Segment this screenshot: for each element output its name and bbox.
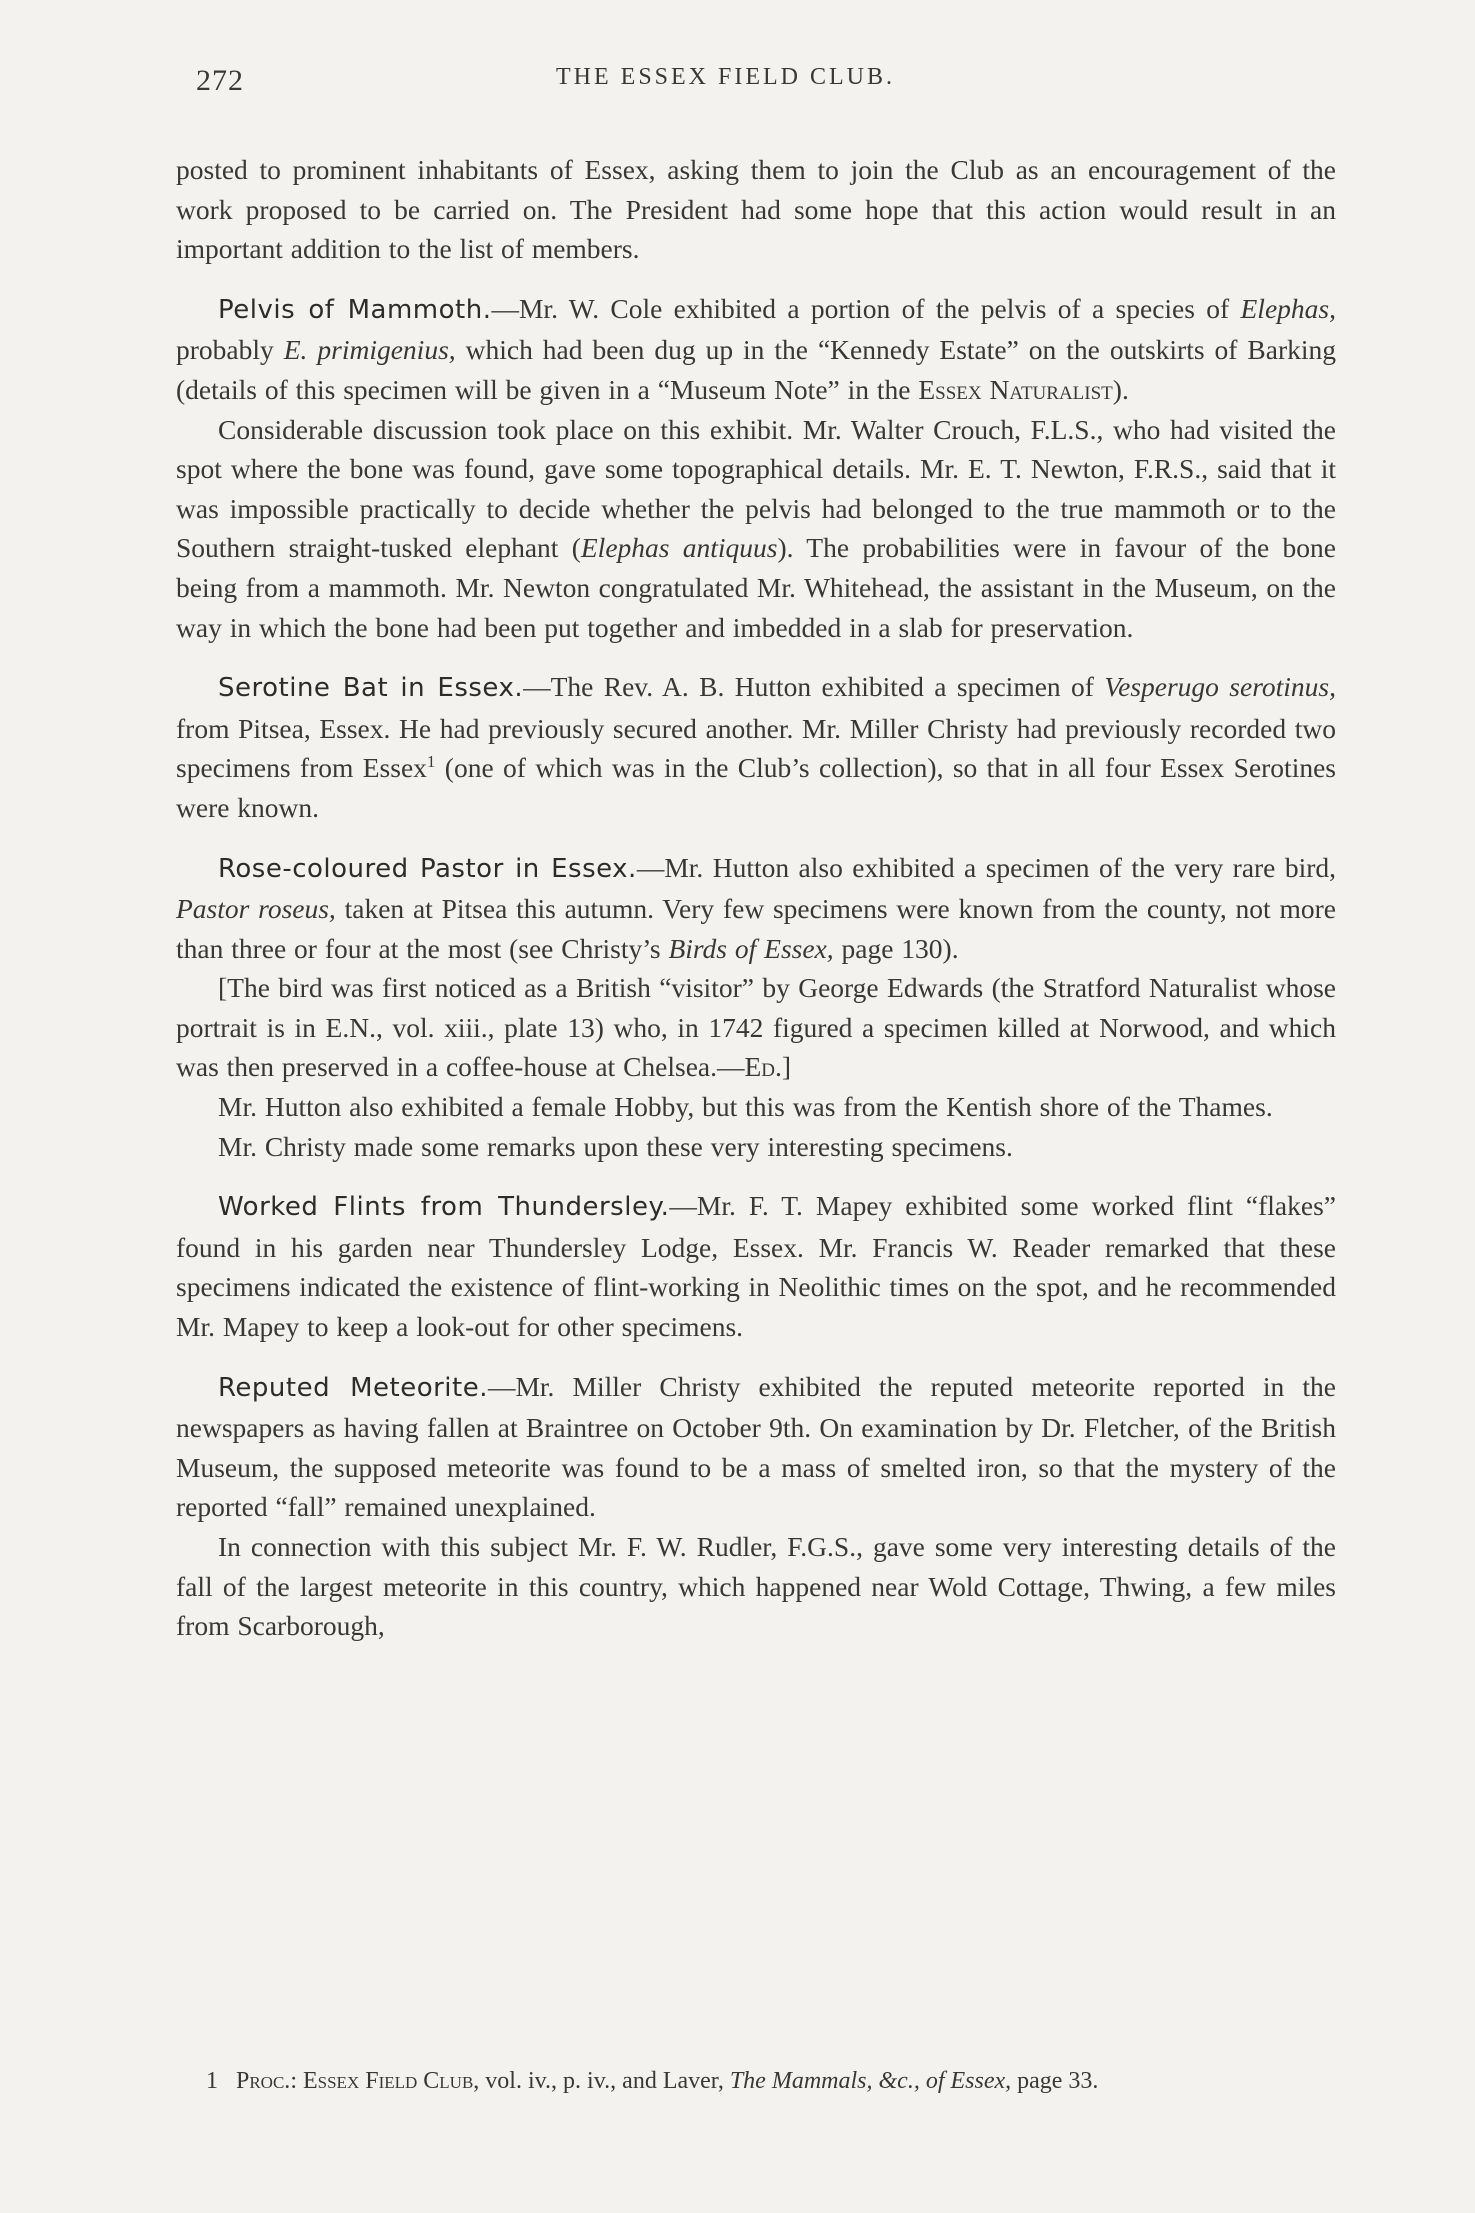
section-heading: Reputed Meteorite.: [218, 1372, 488, 1403]
small-caps-text: Essex Naturalist: [918, 373, 1113, 405]
paragraph-text: taken at Pitsea this autumn. Very few specimens were known from the county, not more than three or four at the most (see Christy’s: [176, 893, 1336, 964]
footnote-reference: 1: [426, 752, 436, 772]
italic-text: Elephas antiquus: [580, 532, 778, 564]
section-heading: Worked Flints from Thundersley.: [218, 1192, 670, 1223]
paragraph-editor-note: [176, 968, 1336, 1087]
header-title: THE ESSEX FIELD CLUB.: [556, 64, 895, 90]
paragraph-text: Considerable discussion took place on this exhibit. Mr. Walter Crouch, F.L.S., who had visited the spot where the bone was found, gave some topographical details. Mr. E. T. Newton, F.R.S., said that it was impossible practically to decide whether the pelvis had belonged to the true mammoth or to the Southern straight-tusked elephant (: [176, 413, 1336, 564]
footnote-number: 1: [206, 2068, 218, 2094]
paragraph-text: page 130).: [833, 932, 959, 964]
running-head: [176, 58, 1336, 106]
section-heading: Serotine Bat in Essex.: [218, 673, 524, 704]
footnote-text: page 33.: [1011, 2068, 1099, 2094]
paragraph-text: ). The probabilities were in favour of the bone being from a mammoth. Mr. Newton congratulated Mr. Whitehead, the assistant in the Museum, on the way in which the bone had been put together and imbedded in a slab for preservation.: [176, 532, 1336, 643]
paragraph-text: ]: [781, 1051, 792, 1083]
section-heading: Pelvis of Mammoth.: [218, 294, 492, 325]
paragraph-intro: posted to prominent inhabitants of Essex, asking them to join the Club as an encouragement of the work proposed to be carried on. The President had some hope that this action would result in an important addition to the list of members.: [176, 154, 1336, 265]
footnote-text: :: [290, 2068, 303, 2094]
italic-text: Elephas,: [1240, 292, 1336, 324]
italic-text: Pastor roseus,: [176, 893, 336, 925]
section-rose-coloured-pastor: [176, 848, 1336, 969]
footnote: [176, 2064, 1336, 2098]
document-page: [176, 58, 1336, 2158]
section-heading: Rose-coloured Pastor in Essex.: [218, 853, 637, 884]
paragraph-christy-remarks: Mr. Christy made some remarks upon these very interesting specimens.: [218, 1130, 1013, 1162]
paragraph-text: (one of which was in the Club’s collection), so that in all four Essex Serotines were known.: [176, 752, 1336, 823]
italic-text: E. primigenius,: [283, 334, 456, 366]
paragraph-hobby: Mr. Hutton also exhibited a female Hobby, but this was from the Kentish shore of the Thames.: [218, 1091, 1273, 1123]
paragraph-text: —Mr. Miller Christy exhibited the reputed meteorite reported in the newspapers as having fallen at Braintree on October 9th. On examination by Dr. Fletcher, of the British Museum, the supposed meteorite was found to be a mass of smelted iron, so that the mystery of the reported “fall” remained unexplained.: [176, 1370, 1336, 1523]
italic-text: Vesperugo serotinus,: [1104, 671, 1337, 703]
footnote-text: vol. iv., p. iv., and Laver,: [479, 2068, 730, 2094]
paragraph-text: ).: [1112, 373, 1129, 405]
paragraph-rudler: In connection with this subject Mr. F. W. Rudler, F.G.S., gave some very interesting details of the fall of the largest meteorite in this country, which happened near Wold Cottage, Thwing, a few miles from Scarborough,: [176, 1531, 1336, 1642]
paragraph-text: from Pitsea, Essex. He had previously secured another. Mr. Miller Christy had previously recorded two specimens from Essex: [176, 712, 1336, 784]
page-number: 272: [196, 64, 244, 97]
paragraph-text: [The bird was first noticed as a British “visitor” by George Edwards (the Stratford Naturalist whose portrait is in E.N., vol. xiii., plate 13) who, in 1742 figured a specimen killed at Norwood, and which was then preserved in a coffee-house at Chelsea.—: [176, 972, 1336, 1083]
section-reputed-meteorite: [176, 1367, 1336, 1527]
italic-text: Birds of Essex,: [668, 932, 834, 964]
section-worked-flints: [176, 1186, 1336, 1346]
body-text: [176, 150, 1336, 1646]
section-serotine-bat: [176, 667, 1336, 827]
small-caps-text: Essex Field Club,: [302, 2068, 480, 2094]
paragraph-text: —Mr. F. T. Mapey exhibited some worked flint “flakes” found in his garden near Thundersley Lodge, Essex. Mr. Francis W. Reader remarked that these specimens indicated the existence of flint-working in Neolithic times on the spot, and he recommended Mr. Mapey to keep a look-out for other specimens.: [176, 1190, 1336, 1343]
small-caps-text: Ed.: [744, 1051, 782, 1083]
paragraph-text: probably: [176, 334, 284, 366]
paragraph-text: —Mr. W. Cole exhibited a portion of the pelvis of a species of: [491, 292, 1241, 324]
section-pelvis-of-mammoth: [176, 289, 1336, 410]
paragraph-text: —Mr. Hutton also exhibited a specimen of the very rare bird,: [636, 851, 1336, 883]
italic-text: The Mammals, &c., of Essex,: [729, 2068, 1012, 2094]
paragraph-text: —The Rev. A. B. Hutton exhibited a specimen of: [523, 671, 1105, 703]
paragraph-text: which had been dug up in the “Kennedy Estate” on the outskirts of Barking (details of this specimen will be given in a “Museum Note” in the: [176, 334, 1336, 405]
small-caps-text: Proc.: [236, 2068, 291, 2094]
paragraph-mammoth-discussion: [176, 410, 1336, 648]
